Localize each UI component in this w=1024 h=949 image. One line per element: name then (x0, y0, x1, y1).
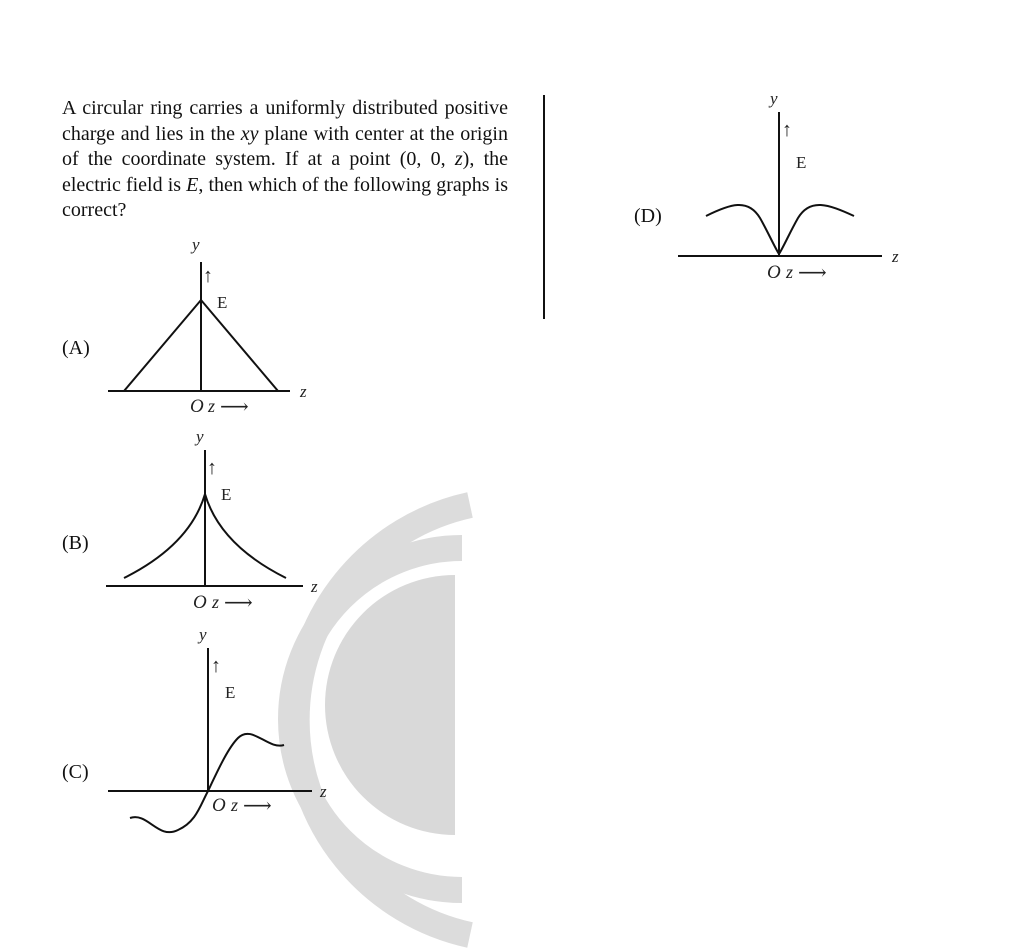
graph-a-y-label: y (192, 235, 200, 254)
graph-d-z-arrow-label: z (786, 262, 794, 282)
graph-a-origin-label: O (190, 396, 204, 417)
graph-b-up-arrow: ↑ (207, 457, 217, 479)
question-text-e: E (186, 173, 199, 196)
question-text-part2: plane with center at the origin of the coordinate system. If at a point (0, 0, (62, 122, 508, 170)
graph-d-up-arrow: ↑ (782, 119, 792, 141)
graph-a-z-arrow-label: z (208, 396, 216, 416)
graph-c-y-label: y (199, 625, 207, 644)
graph-b-e-label: E (221, 485, 232, 504)
question-text-z: z (454, 148, 463, 170)
option-c-label[interactable]: (C) (62, 761, 89, 783)
question-text-part1: A circular ring carries a uniformly distributed positive charge and lies in the (62, 97, 508, 145)
graph-c-right-arrow: ⟶ (243, 795, 272, 817)
question-text-xy: xy (240, 122, 259, 145)
graph-d-e-label: E (796, 153, 807, 172)
graph-d-z-label: z (892, 247, 899, 266)
graph-d-origin-label: O (767, 262, 781, 283)
option-d-label[interactable]: (D) (634, 205, 662, 227)
graph-d-right-arrow: ⟶ (798, 262, 827, 284)
graph-b-y-label: y (196, 427, 204, 446)
graph-c-origin-label: O (212, 795, 226, 816)
graph-c-z-label: z (320, 782, 327, 801)
graph-c-e-label: E (225, 683, 236, 702)
graph-a-z-label: z (300, 382, 307, 401)
graph-b-origin-label: O (193, 592, 207, 613)
graph-b-z-label: z (311, 577, 318, 596)
graph-c-up-arrow: ↑ (211, 655, 221, 677)
graph-c-z-arrow-label: z (231, 795, 239, 815)
option-a-label[interactable]: (A) (62, 337, 90, 359)
graph-d-y-label: y (770, 89, 778, 108)
graph-b-z-arrow-label: z (212, 592, 220, 612)
option-b-label[interactable]: (B) (62, 532, 89, 554)
question-text-part3: ), the electric field is (62, 148, 509, 196)
graph-a-up-arrow: ↑ (203, 265, 213, 287)
graph-b-right-arrow: ⟶ (224, 592, 253, 614)
graph-a-e-label: E (217, 293, 228, 312)
question-text-part4: , then which of the following graphs is correct? (62, 173, 509, 221)
graph-a-right-arrow: ⟶ (220, 396, 249, 418)
